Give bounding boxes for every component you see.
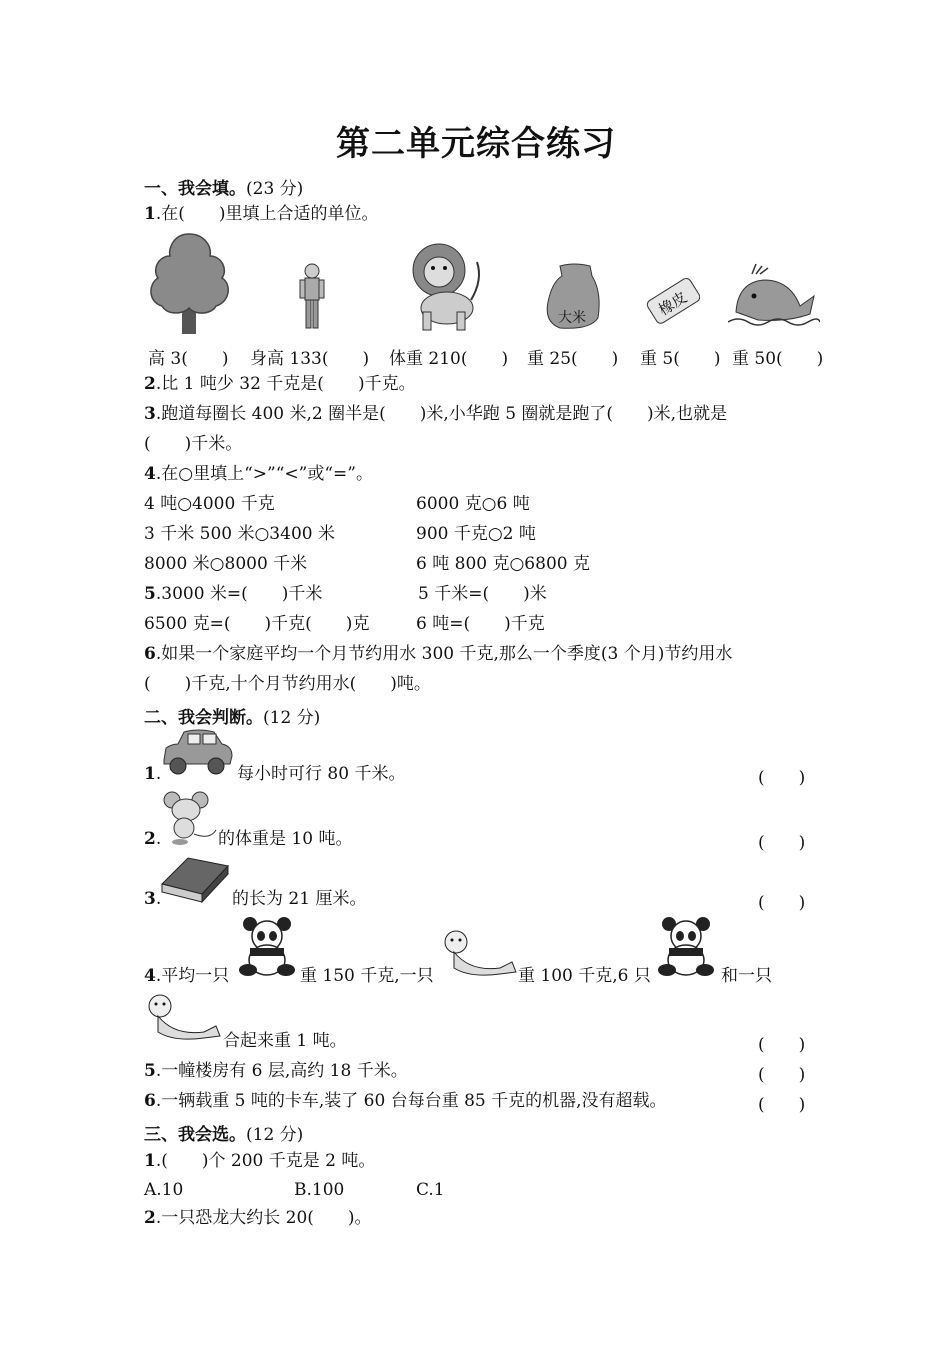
- s2-q4-t4: 和一只: [721, 966, 772, 986]
- q4-item: 900 千克○2 吨: [416, 524, 536, 544]
- eraser-icon: [644, 272, 702, 328]
- s1-q5a: 5.3000 米=( )千米: [144, 584, 323, 604]
- s2-q4: 4.平均一只: [144, 966, 230, 986]
- q4-item: 3 千米 500 米○3400 米: [144, 524, 335, 544]
- s2-q3-text: 的长为 21 厘米。: [232, 889, 367, 909]
- q4-item: 6000 克○6 吨: [416, 494, 530, 514]
- s2-q1-text: 每小时可行 80 千米。: [237, 764, 406, 784]
- panda-icon: [236, 916, 298, 980]
- answer-paren: ( ): [758, 893, 806, 913]
- answer-paren: ( ): [758, 768, 806, 788]
- answer-paren: ( ): [758, 1065, 806, 1085]
- s2-q4-t2: 重 150 千克,一只: [300, 966, 434, 986]
- section-3-heading: 三、我会选。(12 分): [144, 1125, 304, 1145]
- s2-q3: 3.: [144, 889, 162, 909]
- option-c: C.1: [416, 1180, 445, 1200]
- answer-paren: ( ): [758, 833, 806, 853]
- sack-label: 大米: [558, 310, 586, 326]
- panda-icon: [655, 916, 717, 980]
- s1-q2: 2.比 1 吨少 32 千克是( )千克。: [144, 374, 416, 394]
- boy-icon: [297, 262, 327, 334]
- s2-q2-text: 的体重是 10 吨。: [218, 829, 353, 849]
- q1-label-eraser: 重 5( ): [640, 349, 721, 369]
- q1-label-lion: 体重 210( ): [389, 349, 509, 369]
- s2-q4-t3: 重 100 千克,6 只: [518, 966, 651, 986]
- mouse-icon: [160, 790, 218, 846]
- s1-q6: 6.如果一个家庭平均一个月节约用水 300 千克,那么一个季度(3 个月)节约用水: [144, 644, 733, 664]
- book-icon: [158, 854, 232, 906]
- answer-paren: ( ): [758, 1035, 806, 1055]
- q4-item: 4 吨○4000 千克: [144, 494, 275, 514]
- eraser-label: 橡皮: [655, 288, 691, 320]
- s1-q5d: 6 吨=( )千克: [416, 614, 545, 634]
- section-2-heading: 二、我会判断。(12 分): [144, 708, 321, 728]
- q1-label-tree: 高 3( ): [148, 349, 229, 369]
- car-icon: [158, 726, 236, 776]
- s1-q1: 1.在( )里填上合适的单位。: [144, 204, 379, 224]
- s2-q6: 6.一辆载重 5 吨的卡车,装了 60 台每台重 85 千克的机器,没有超载。: [144, 1091, 667, 1111]
- q4-item: 8000 米○8000 千米: [144, 554, 308, 574]
- s1-q5c: 6500 克=( )千克( )克: [144, 614, 370, 634]
- lion-icon: [405, 240, 485, 332]
- s1-q3: 3.跑道每圈长 400 米,2 圈半是( )米,小华跑 5 圈就是跑了( )米,也就是: [144, 404, 728, 424]
- s3-q1: 1.( )个 200 千克是 2 吨。: [144, 1151, 376, 1171]
- seal-icon: [144, 992, 224, 1042]
- seal-icon: [440, 928, 520, 978]
- page-title: 第二单元综合练习: [336, 124, 616, 164]
- whale-icon: [728, 262, 820, 332]
- s1-q3-cont: ( )千米。: [144, 434, 243, 454]
- s3-q2: 2.一只恐龙大约长 20( )。: [144, 1208, 372, 1228]
- rice-sack-icon: [540, 262, 608, 332]
- q1-label-sack: 重 25( ): [527, 349, 619, 369]
- tree-icon: [144, 230, 234, 336]
- s1-q5b: 5 千米=( )米: [418, 584, 547, 604]
- q1-label-boy: 身高 133( ): [250, 349, 370, 369]
- section-1-heading: 一、我会填。(23 分): [144, 179, 304, 199]
- q1-label-whale: 重 50( ): [732, 349, 824, 369]
- answer-paren: ( ): [758, 1095, 806, 1115]
- s2-q4-t5: 合起来重 1 吨。: [223, 1031, 347, 1051]
- s2-q5: 5.一幢楼房有 6 层,高约 18 千米。: [144, 1061, 408, 1081]
- s1-q4: 4.在○里填上“>”“<”或“=”。: [144, 464, 373, 484]
- s2-q2: 2.: [144, 829, 162, 849]
- option-b: B.100: [294, 1180, 345, 1200]
- option-a: A.10: [144, 1180, 184, 1200]
- s1-q6-cont: ( )千克,十个月节约用水( )吨。: [144, 674, 431, 694]
- s2-q1: 1.: [144, 764, 162, 784]
- q4-item: 6 吨 800 克○6800 克: [416, 554, 590, 574]
